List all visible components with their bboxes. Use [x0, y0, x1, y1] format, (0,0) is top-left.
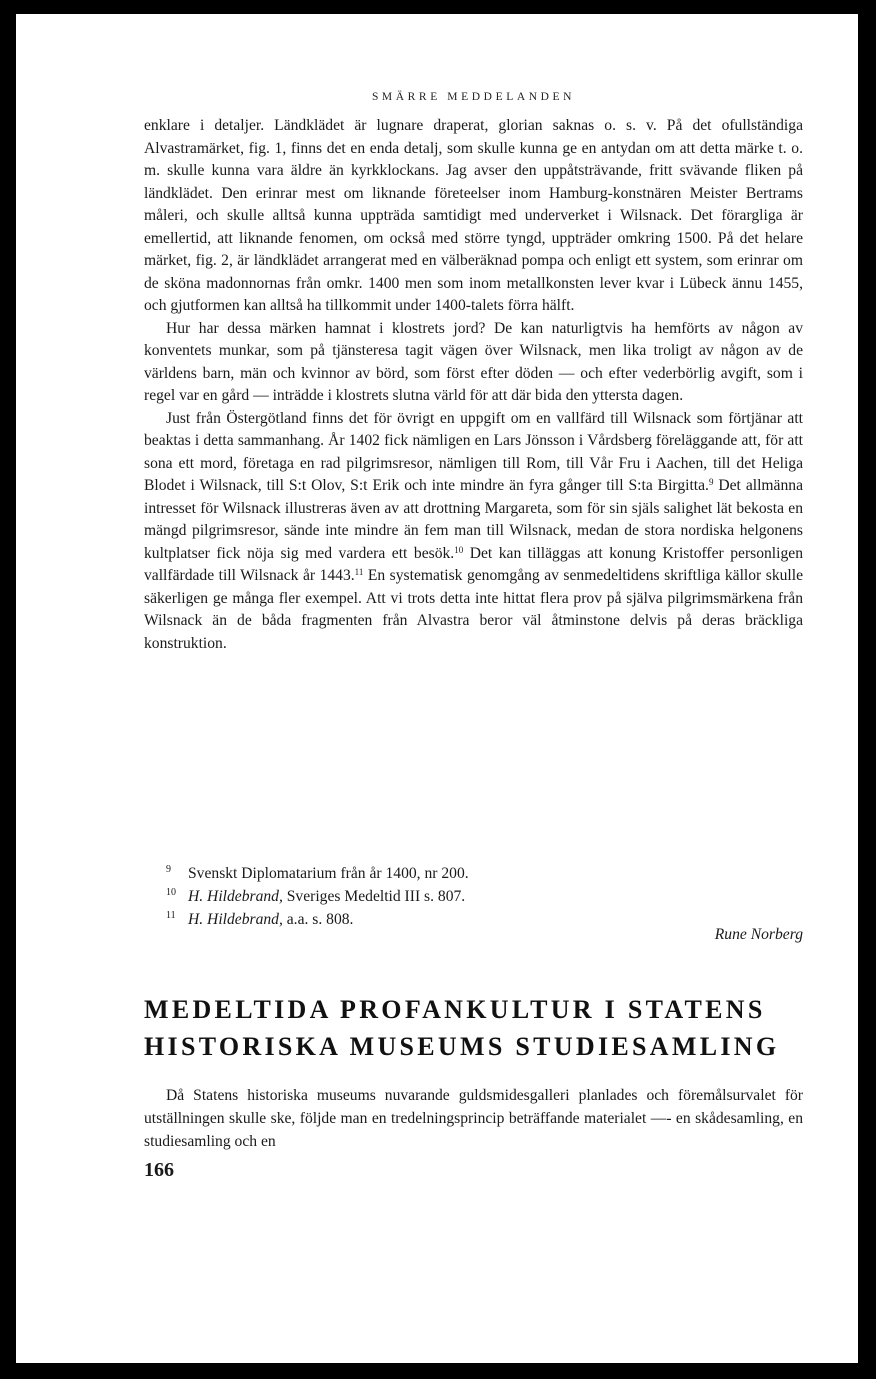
- footnote: [166, 862, 803, 885]
- footnote: [166, 885, 803, 908]
- footnote-number: 11: [166, 910, 176, 921]
- footnote-author: H. Hildebrand,: [188, 911, 283, 928]
- article-body: [144, 115, 803, 655]
- title-line: HISTORISKA MUSEUMS STUDIESAMLING: [144, 1032, 780, 1061]
- article-title: [144, 991, 803, 1065]
- author-signature: Rune Norberg: [714, 926, 803, 943]
- document-page: [16, 14, 858, 1363]
- page-number: 166: [144, 1159, 174, 1181]
- footnote-number: 9: [166, 864, 171, 875]
- intro-paragraph: Då Statens historiska museums nuvarande guldsmidesgalleri planlades och föremålsurvalet för utställningen skulle ske, följde man en tredelningsprincip beträffande materialet —- en skådesamling, en studiesamling och en: [144, 1087, 803, 1150]
- footnotes: [166, 862, 803, 931]
- paragraph: [144, 408, 803, 656]
- title-line: MEDELTIDA PROFANKULTUR I STATENS: [144, 995, 766, 1024]
- paragraph: enklare i detaljer. Ländklädet är lugnare draperat, glorian saknas o. s. v. På det ofullständiga Alvastramärket, fig. 1, finns det en enda detalj, som skulle kunna ge en antydan om att detta märke t. o. m. skulle kunna vara äldre än kyrkklockans. Jag avser den uppåtsträvande, fritt svävande fliken på ländklädet. Den erinrar mest om liknande företeelser inom Hamburg-konstnären Meister Bertrams måleri, och skulle alltså kunna uppträda samtidigt med underverket i Wilsnack. Det förargliga är emellertid, att liknande fenomen, om också med större tyngd, uppträder omkring 1500. På det helare märket, fig. 2, är ländklädet arrangerat med en välberäknad pompa och enligt ett system, som erinrar om de sköna madonnornas från omkr. 1400 men som inom metallkonsten lever kvar i Lübeck ännu 1455, och gjutformen kan alltså ha tillkommit under 1400-talets förra hälft.: [144, 117, 803, 314]
- footnote-ref[interactable]: 9: [708, 477, 714, 487]
- paragraph-text: Det kan tilläggas att konung Kristoffer personligen vallfärdade till Wilsnack år 1443.: [144, 544, 803, 584]
- paragraph-text: Just från Östergötland finns det för övrigt en uppgift om en vallfärd till Wilsnack som förtjänar att beaktas i detta sammanhang. År 1402 fick nämligen en Lars Jönsson i Vårdsberg föreläggande att, för att sona ett mord, företaga en rad pilgrimsresor, nämligen till Rom, till Vår Fru i Aachen, till det Heliga Blodet i Wilsnack, till S:t Olov, S:t Erik och inte mindre än fyra gånger till S:ta Birgitta.: [144, 409, 803, 494]
- running-header: SMÄRRE MEDDELANDEN: [371, 91, 576, 103]
- footnote-text: Sveriges Medeltid III s. 807.: [282, 888, 466, 905]
- footnote-text: Svenskt Diplomatarium från år 1400, nr 200.: [188, 865, 469, 882]
- paragraph-text: En systematisk genomgång av senmedeltidens skriftliga källor skulle säkerligen ge många fler exempel. Att vi trots detta inte hittat flera prov på själva pilgrimsmärkena från Wilsnack än de båda fragmenten från Alvastra beror väl åtminstone delvis på deras bräckliga konstruktion.: [144, 567, 804, 652]
- footnote-ref[interactable]: 11: [354, 567, 364, 577]
- paragraph-text: Det allmänna intresset för Wilsnack illustreras även av att drottning Margareta, som för sin själs salighet lät bekosta en mängd pilgrimsresor, sände inte mindre än fem man till Wilsnack, medan de stora nordiska helgonens kultplatser fick nöja sig med vardera ett besök.: [144, 477, 803, 562]
- footnote-number: 10: [166, 887, 176, 898]
- footnote-ref[interactable]: 10: [454, 544, 464, 555]
- footnote-text: a.a. s. 808.: [282, 911, 354, 928]
- paragraph: Hur har dessa märken hamnat i klostrets jord? De kan naturligtvis ha hemförts av någon av konventets munkar, som på tjänsteresa tagit vägen över Wilsnack, men lika troligt av någon av de världens barn, män och kvinnor av börd, som först efter döden — och efter vederbörlig avgift, som i regel var en gård — inträdde i klostrets slutna värld för att där bida den yttersta dagen.: [144, 319, 803, 404]
- footnote-author: H. Hildebrand,: [188, 888, 283, 905]
